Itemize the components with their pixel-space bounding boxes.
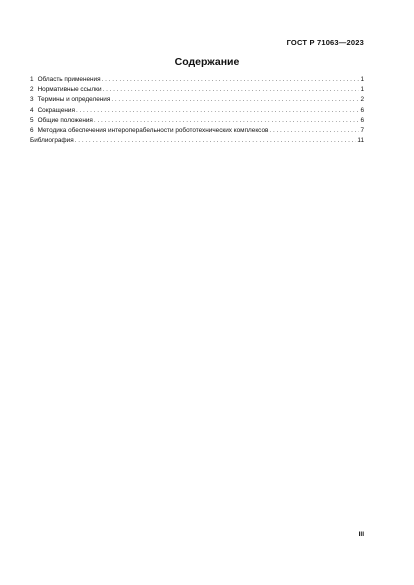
toc-entry-page: 11 (357, 137, 364, 145)
table-of-contents (30, 75, 364, 146)
toc-entry-page: 1 (360, 86, 364, 94)
toc-entry-number: 3 (30, 96, 34, 104)
toc-dot-leader (75, 136, 357, 146)
toc-entry[interactable] (30, 136, 364, 146)
toc-entry-number: 5 (30, 116, 34, 124)
toc-entry-label: Нормативные ссылки (37, 86, 102, 94)
toc-entry-label: Сокращения (37, 106, 75, 114)
toc-entry[interactable] (30, 95, 364, 105)
toc-dot-leader (102, 75, 360, 85)
toc-entry[interactable] (30, 85, 364, 95)
toc-entry-label: Методика обеспечения интероперабельности робототехнических комплексов (37, 126, 269, 134)
toc-dot-leader (94, 116, 360, 126)
toc-entry-number: 4 (30, 106, 34, 114)
toc-entry-page: 7 (360, 126, 364, 134)
toc-dot-leader (103, 85, 360, 95)
toc-entry-label: Термины и определения (37, 96, 111, 104)
toc-dot-leader (76, 106, 360, 116)
toc-entry-label: Область применения (37, 76, 101, 83)
toc-entry-page: 2 (360, 96, 364, 104)
toc-entry-label: Общие положения (37, 116, 93, 124)
toc-entry-number: 2 (30, 86, 34, 94)
toc-entry-number: 6 (30, 126, 34, 134)
toc-entry-page: 6 (360, 116, 364, 124)
toc-entry-number: 1 (30, 76, 34, 83)
toc-entry-label: Библиография (30, 137, 74, 145)
toc-entry-page: 1 (360, 76, 364, 83)
toc-dot-leader (111, 95, 359, 105)
toc-entry[interactable] (30, 126, 364, 136)
toc-entry[interactable] (30, 75, 364, 85)
toc-entry-page: 6 (360, 106, 364, 114)
toc-entry[interactable] (30, 106, 364, 116)
toc-entry[interactable] (30, 116, 364, 126)
toc-title: Содержание (174, 56, 240, 68)
toc-dot-leader (269, 126, 359, 136)
document-code: ГОСТ Р 71063—2023 (286, 38, 364, 47)
page-number: III (358, 531, 364, 538)
